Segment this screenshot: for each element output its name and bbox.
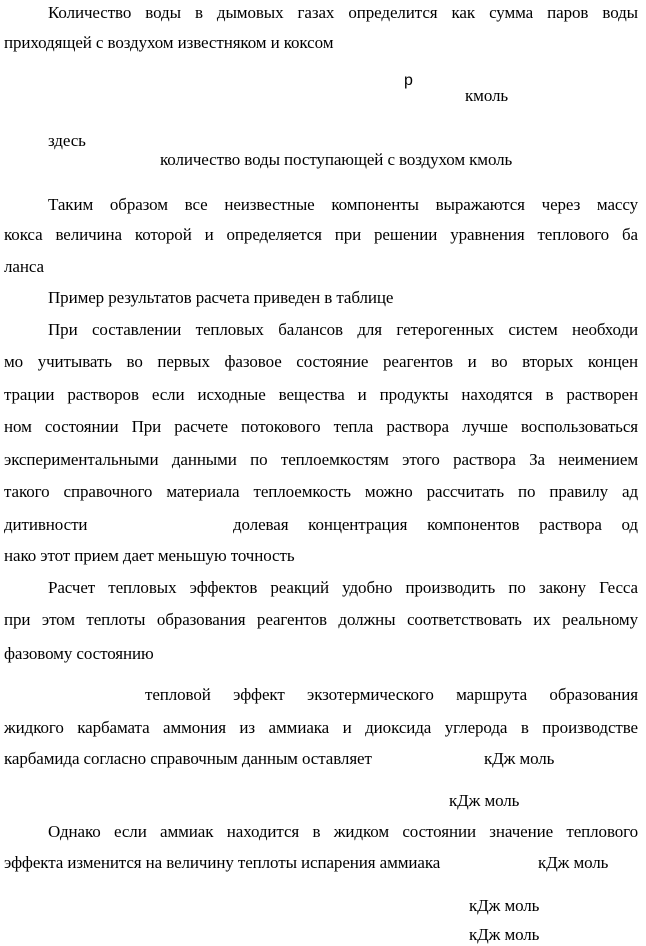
- formula-unit: кмоль: [465, 86, 509, 105]
- text-line-26a: эффекта изменится на величину теплоты испарения аммиака: [4, 853, 441, 872]
- text-line-11: мо учитывать во первых фазовое состояние реагентов и во вторых концен: [4, 352, 638, 371]
- text-line-1: Количество воды в дымовых газах определится как сумма паров воды: [48, 3, 638, 22]
- text-line-24: кДж моль: [449, 791, 520, 810]
- text-line-8: ланса: [4, 257, 44, 276]
- text-line-25: Однако если аммиак находится в жидком состоянии значение теплового: [48, 822, 638, 841]
- text-line-23b: кДж моль: [484, 749, 555, 768]
- text-line-water-amount: количество воды поступающей с воздухом кмоль: [160, 150, 513, 169]
- text-line-22: жидкого карбамата аммония из аммиака и диоксида углерода в производстве: [4, 718, 638, 737]
- text-line-9: Пример результатов расчета приведен в таблице: [48, 288, 394, 307]
- text-line-15: такого справочного материала теплоемкость можно рассчитать по правилу ад: [4, 482, 638, 501]
- text-line-16a: дитивности: [4, 515, 88, 534]
- text-line-21: тепловой эффект экзотермического маршрута образования: [145, 685, 638, 704]
- text-line-16b: долевая концентрация компонентов раствора од: [233, 515, 638, 534]
- text-line-26b: кДж моль: [538, 853, 609, 872]
- text-line-here: здесь: [48, 131, 86, 150]
- text-line-12: трации растворов если исходные вещества и продукты находятся в растворен: [4, 385, 638, 404]
- text-line-18: Расчет тепловых эффектов реакций удобно производить по закону Гесса: [48, 578, 638, 597]
- text-line-6: Таким образом все неизвестные компоненты выражаются через массу: [48, 195, 638, 214]
- text-line-7: кокса величина которой и определяется при решении уравнения теплового ба: [4, 225, 638, 244]
- text-line-28: кДж моль: [469, 925, 540, 944]
- text-line-23a: карбамида согласно справочным данным оставляет: [4, 749, 372, 768]
- text-line-10: При составлении тепловых балансов для гетерогенных систем необходи: [48, 320, 638, 339]
- text-line-27: кДж моль: [469, 896, 540, 915]
- text-line-20: фазовому состоянию: [4, 644, 154, 663]
- text-line-19: при этом теплоты образования реагентов должны соответствовать их реальному: [4, 610, 638, 629]
- text-line-13: ном состоянии При расчете потокового тепла раствора лучше воспользоваться: [4, 417, 638, 436]
- formula-symbol: р: [404, 72, 413, 89]
- text-line-2: приходящей с воздухом известняком и коксом: [4, 33, 334, 52]
- text-line-17: нако этот прием дает меньшую точность: [4, 546, 295, 565]
- text-line-14: экспериментальными данными по теплоемкостям этого раствора За неимением: [4, 450, 638, 469]
